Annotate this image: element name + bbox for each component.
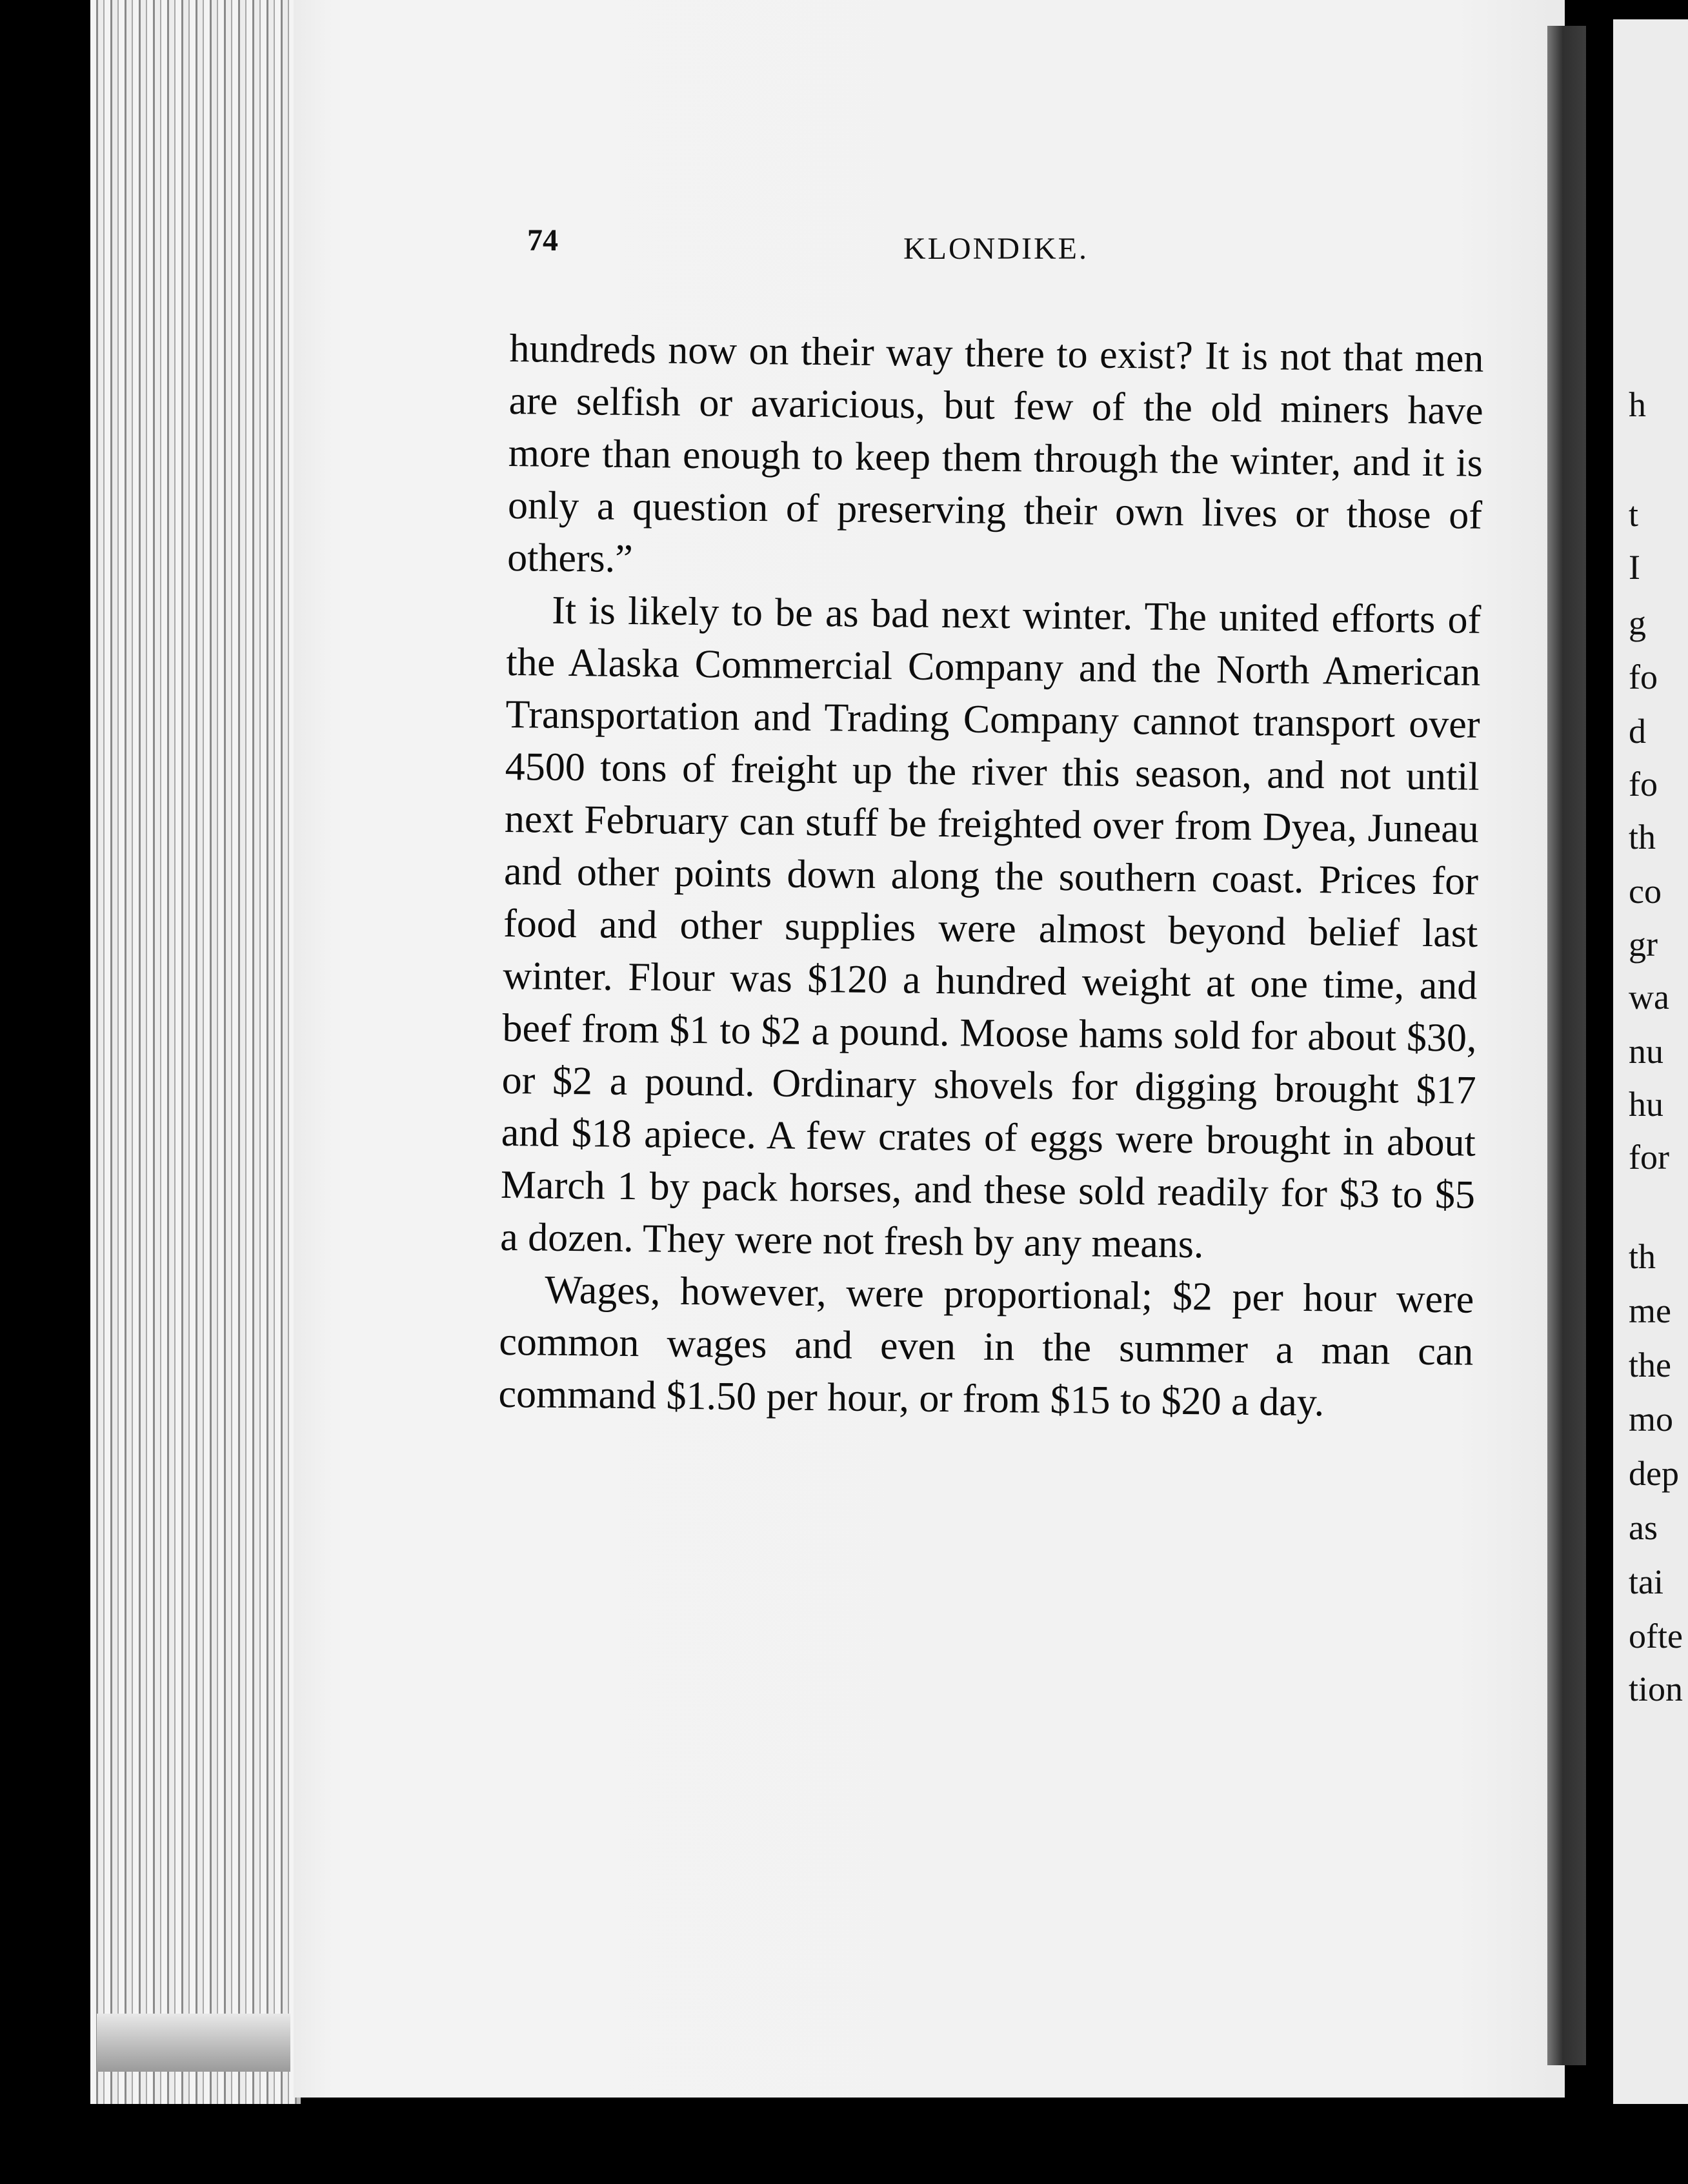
body-text: [498, 323, 1484, 1431]
facing-line: for: [1629, 1138, 1669, 1177]
facing-line: th: [1629, 1237, 1656, 1276]
facing-line: as: [1629, 1508, 1658, 1547]
facing-line: th: [1629, 818, 1656, 856]
paragraph: hundreds now on their way there to exist? It is not that men are selfish or avaricious, but few of the old miners have more than enough to keep them through the winter, and it is only a question of preserving their own lives or those of others.”: [507, 326, 1484, 581]
facing-line: fo: [1629, 765, 1658, 804]
facing-line: t: [1629, 495, 1639, 534]
facing-line: wa: [1629, 978, 1669, 1016]
facing-line: dep: [1629, 1454, 1679, 1493]
facing-line: co: [1629, 872, 1662, 911]
facing-line: nu: [1629, 1032, 1663, 1071]
paragraph: It is likely to be as bad next winter. The united efforts of the Alaska Commercial Company and the North American Transportation and Trading Company cannot transport over 4500 tons of freight up the river this season, and not until next February can stuff be freighted over from Dyea, Juneau and other points down along the southern coast. Prices for food and other supplies were almost beyond belief last winter. Flour was $120 a hundred weight at one time, and beef from $1 to $2 a pound. Moose hams sold for about $30, or $2 a pound. Ordinary shovels for digging brought $17 and $18 apiece. A few crates of eggs were brought in about March 1 by pack horses, and these sold readily for $3 to $5 a dozen. They were not fresh by any means.: [499, 588, 1482, 1267]
facing-line: tai: [1629, 1562, 1663, 1601]
running-head: KLONDIKE.: [903, 232, 1089, 266]
facing-line: I: [1629, 548, 1640, 587]
facing-line: me: [1629, 1291, 1671, 1330]
facing-line: tion: [1629, 1670, 1683, 1708]
page-stack-bottom: [97, 2014, 290, 2072]
facing-line: the: [1629, 1346, 1671, 1384]
facing-line: h: [1629, 385, 1646, 424]
facing-line: d: [1629, 712, 1646, 751]
facing-line: hu: [1629, 1085, 1663, 1124]
page-stack-edges: [90, 0, 301, 2104]
facing-line: g: [1629, 603, 1646, 642]
facing-line: ofte: [1629, 1617, 1683, 1655]
gutter-shadow: [1547, 26, 1586, 2065]
facing-line: gr: [1629, 925, 1658, 964]
paragraph: Wages, however, were proportional; $2 per hour were common wages and even in the summer a man can command $1.50 per hour, or from $15 to $20 a day.: [498, 1268, 1474, 1425]
facing-line: fo: [1629, 658, 1658, 696]
facing-line: mo: [1629, 1400, 1674, 1439]
page-number: 74: [527, 223, 558, 258]
